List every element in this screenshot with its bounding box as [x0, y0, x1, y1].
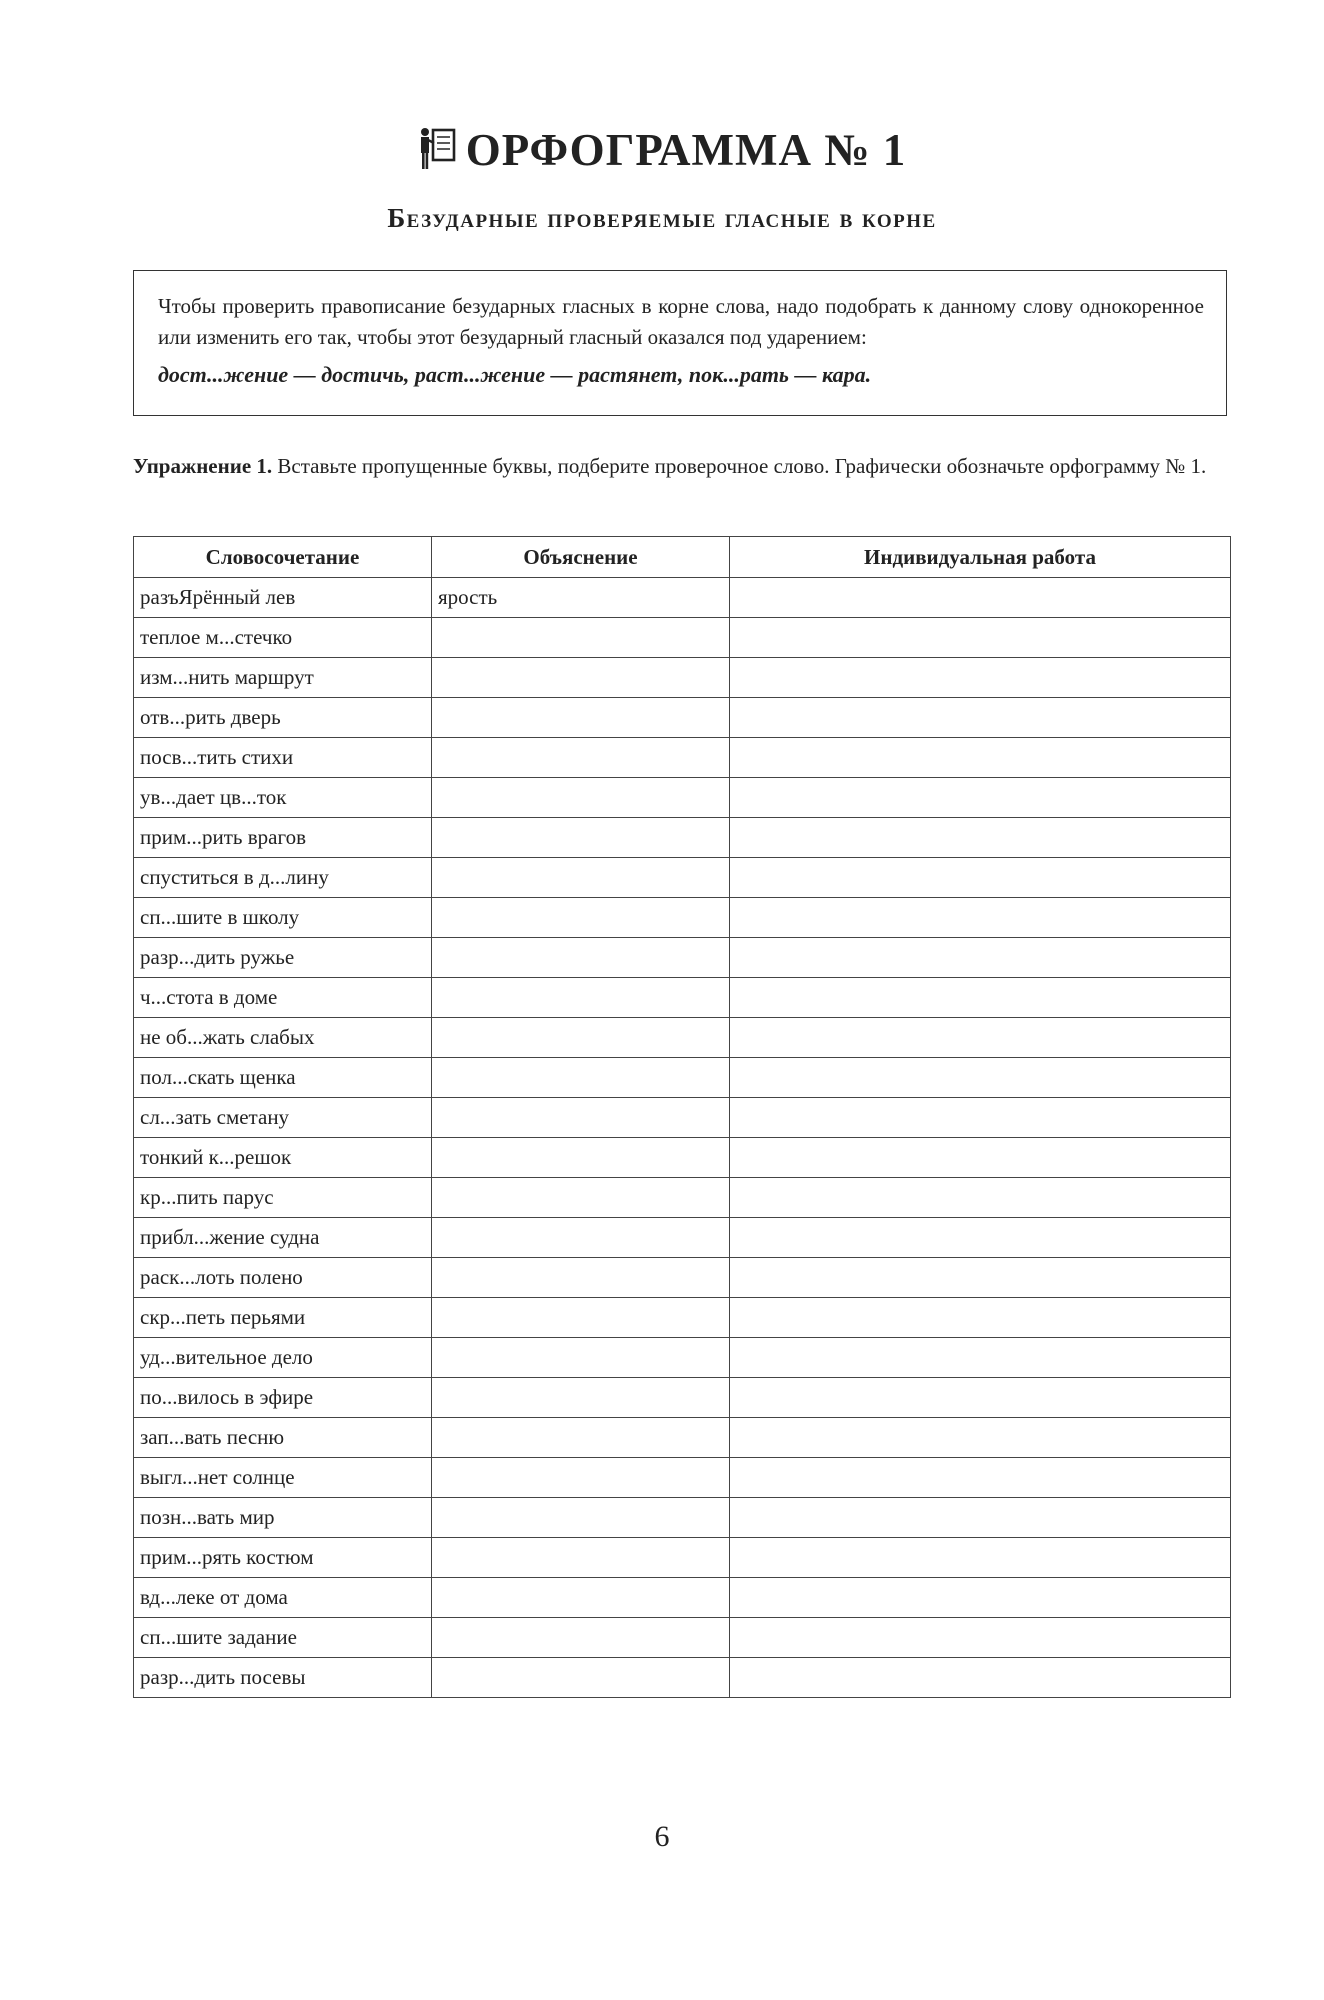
table-row [134, 578, 1231, 618]
individual-work-cell [730, 618, 1231, 658]
phrase-cell: пол...скать щенка [134, 1058, 432, 1098]
explanation-cell [432, 898, 730, 938]
phrase-cell: вд...леке от дома [134, 1578, 432, 1618]
individual-work-cell [730, 578, 1231, 618]
explanation-cell [432, 1338, 730, 1378]
phrase-cell: прим...рять костюм [134, 1538, 432, 1578]
explanation-cell [432, 738, 730, 778]
table-row [134, 1538, 1231, 1578]
individual-work-cell [730, 1578, 1231, 1618]
explanation-cell [432, 978, 730, 1018]
individual-work-cell [730, 1338, 1231, 1378]
phrase-cell: разъЯрённый лев [134, 578, 432, 618]
explanation-cell [432, 1618, 730, 1658]
individual-work-cell [730, 1418, 1231, 1458]
header-individual-work: Индивидуальная работа [730, 537, 1231, 578]
table-row [134, 938, 1231, 978]
table-row [134, 978, 1231, 1018]
individual-work-cell [730, 1098, 1231, 1138]
table-row [134, 1218, 1231, 1258]
explanation-cell [432, 1458, 730, 1498]
explanation-cell [432, 1018, 730, 1058]
phrase-cell: кр...пить парус [134, 1178, 432, 1218]
explanation-cell [432, 1498, 730, 1538]
teacher-board-icon [418, 126, 456, 186]
page-title [0, 120, 1324, 186]
phrase-cell: по...вилось в эфире [134, 1378, 432, 1418]
phrase-cell: спуститься в д...лину [134, 858, 432, 898]
table-row [134, 698, 1231, 738]
exercise-table [133, 536, 1231, 1698]
table-row [134, 618, 1231, 658]
rule-text: Чтобы проверить правописание безударных гласных в корне слова, надо подобрать к данному слову однокоренное или изменить его так, чтобы этот безударный гласный оказался под ударением: [158, 294, 1204, 349]
explanation-cell [432, 858, 730, 898]
individual-work-cell [730, 978, 1231, 1018]
page-number: 6 [654, 1820, 670, 1853]
exercise-instructions [133, 451, 1229, 481]
explanation-cell [432, 1098, 730, 1138]
table-row [134, 1178, 1231, 1218]
table-header-row [134, 537, 1231, 578]
individual-work-cell [730, 738, 1231, 778]
explanation-cell [432, 1218, 730, 1258]
explanation-cell [432, 818, 730, 858]
individual-work-cell [730, 1258, 1231, 1298]
phrase-cell: прибл...жение судна [134, 1218, 432, 1258]
individual-work-cell [730, 898, 1231, 938]
explanation-cell [432, 1058, 730, 1098]
phrase-cell: скр...петь перьями [134, 1298, 432, 1338]
explanation-cell [432, 1578, 730, 1618]
individual-work-cell [730, 1138, 1231, 1178]
individual-work-cell [730, 818, 1231, 858]
explanation-cell [432, 1378, 730, 1418]
phrase-cell: сп...шите задание [134, 1618, 432, 1658]
explanation-cell [432, 698, 730, 738]
table-row [134, 1578, 1231, 1618]
explanation-cell: ярость [432, 578, 730, 618]
table-row [134, 1658, 1231, 1698]
table-row [134, 778, 1231, 818]
phrase-cell: не об...жать слабых [134, 1018, 432, 1058]
table-row [134, 1378, 1231, 1418]
explanation-cell [432, 658, 730, 698]
phrase-cell: тонкий к...решок [134, 1138, 432, 1178]
individual-work-cell [730, 1498, 1231, 1538]
phrase-cell: ув...дает цв...ток [134, 778, 432, 818]
table-row [134, 1298, 1231, 1338]
explanation-cell [432, 1298, 730, 1338]
phrase-cell: сп...шите в школу [134, 898, 432, 938]
individual-work-cell [730, 1218, 1231, 1258]
individual-work-cell [730, 698, 1231, 738]
individual-work-cell [730, 1298, 1231, 1338]
table-row [134, 818, 1231, 858]
phrase-cell: посв...тить стихи [134, 738, 432, 778]
individual-work-cell [730, 1658, 1231, 1698]
phrase-cell: выгл...нет солнце [134, 1458, 432, 1498]
explanation-cell [432, 1658, 730, 1698]
explanation-cell [432, 778, 730, 818]
phrase-cell: теплое м...стечко [134, 618, 432, 658]
exercise-label: Упражнение 1. [133, 454, 273, 478]
explanation-cell [432, 1538, 730, 1578]
individual-work-cell [730, 938, 1231, 978]
table-row [134, 1018, 1231, 1058]
individual-work-cell [730, 1538, 1231, 1578]
explanation-cell [432, 1418, 730, 1458]
phrase-cell: разр...дить ружье [134, 938, 432, 978]
phrase-cell: зап...вать песню [134, 1418, 432, 1458]
individual-work-cell [730, 1618, 1231, 1658]
explanation-cell [432, 1178, 730, 1218]
individual-work-cell [730, 1458, 1231, 1498]
individual-work-cell [730, 1378, 1231, 1418]
exercise-text: Вставьте пропущенные буквы, подберите проверочное слово. Графически обозначьте орфограмму № 1. [277, 454, 1207, 478]
explanation-cell [432, 1138, 730, 1178]
table-row [134, 1498, 1231, 1538]
header-explanation: Объяснение [432, 537, 730, 578]
table-row [134, 1458, 1231, 1498]
table-row [134, 738, 1231, 778]
page-subtitle: Безударные проверяемые гласные в корне [387, 203, 937, 233]
rule-examples: дост...жение — достичь, раст...жение — растянет, пок...рать — кара. [158, 362, 872, 387]
table-row [134, 1338, 1231, 1378]
explanation-cell [432, 938, 730, 978]
phrase-cell: раск...лоть полено [134, 1258, 432, 1298]
phrase-cell: отв...рить дверь [134, 698, 432, 738]
phrase-cell: позн...вать мир [134, 1498, 432, 1538]
table-row [134, 658, 1231, 698]
table-row [134, 898, 1231, 938]
phrase-cell: разр...дить посевы [134, 1658, 432, 1698]
individual-work-cell [730, 1058, 1231, 1098]
explanation-cell [432, 618, 730, 658]
phrase-cell: сл...зать сметану [134, 1098, 432, 1138]
individual-work-cell [730, 1018, 1231, 1058]
table-row [134, 1058, 1231, 1098]
phrase-cell: уд...вительное дело [134, 1338, 432, 1378]
individual-work-cell [730, 858, 1231, 898]
explanation-cell [432, 1258, 730, 1298]
table-row [134, 1098, 1231, 1138]
table-row [134, 1618, 1231, 1658]
title-text: ОРФОГРАММА № 1 [465, 125, 907, 175]
table-row [134, 1418, 1231, 1458]
individual-work-cell [730, 778, 1231, 818]
table-row [134, 1258, 1231, 1298]
phrase-cell: ч...стота в доме [134, 978, 432, 1018]
table-body [134, 578, 1231, 1698]
phrase-cell: изм...нить маршрут [134, 658, 432, 698]
individual-work-cell [730, 1178, 1231, 1218]
phrase-cell: прим...рить врагов [134, 818, 432, 858]
table-row [134, 1138, 1231, 1178]
rule-box [133, 270, 1227, 416]
individual-work-cell [730, 658, 1231, 698]
header-phrase: Словосочетание [134, 537, 432, 578]
table-row [134, 858, 1231, 898]
